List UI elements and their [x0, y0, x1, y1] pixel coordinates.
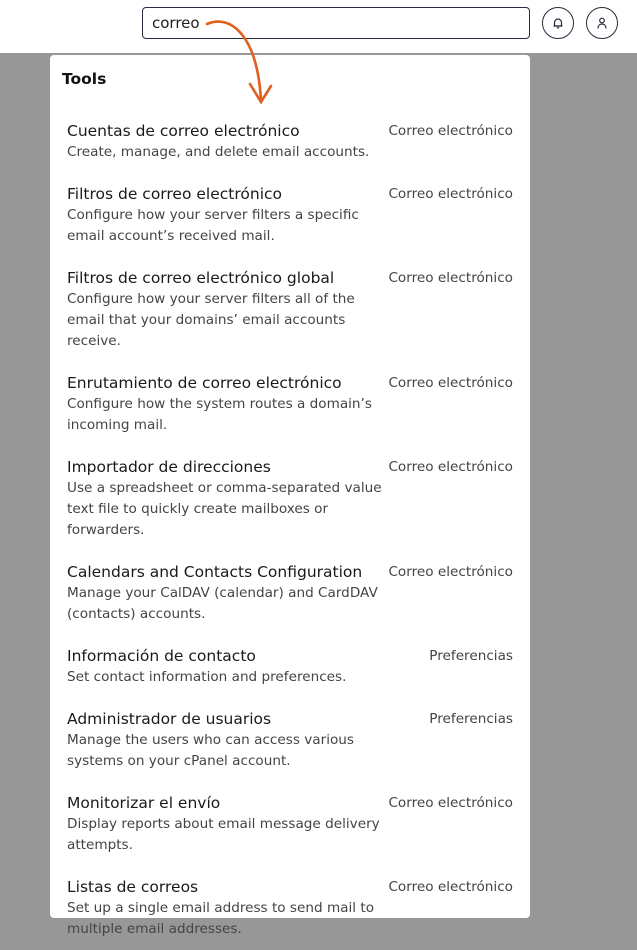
result-category: Correo electrónico — [388, 123, 513, 139]
result-title: Filtros de correo electrónico global — [67, 269, 335, 287]
result-item[interactable] — [62, 708, 513, 772]
result-item[interactable] — [62, 876, 513, 940]
section-title: Tools — [62, 70, 107, 88]
result-description: Display reports about email message delivery attempts. — [67, 816, 380, 853]
result-item[interactable] — [62, 372, 513, 436]
bell-icon — [551, 16, 565, 30]
result-item[interactable] — [62, 183, 513, 247]
result-title: Monitorizar el envío — [67, 794, 221, 812]
result-description: Configure how the system routes a domain’s incoming mail. — [67, 396, 372, 433]
result-description: Configure how your server filters a specific email account’s received mail. — [67, 207, 359, 244]
result-item[interactable] — [62, 267, 513, 352]
notifications-button[interactable] — [542, 7, 574, 39]
result-category: Correo electrónico — [388, 375, 513, 391]
result-description: Set up a single email address to send mail to multiple email addresses. — [67, 900, 375, 937]
result-description: Use a spreadsheet or comma-separated value text file to quickly create mailboxes or forwarders. — [67, 480, 382, 538]
result-title: Administrador de usuarios — [67, 710, 272, 728]
result-title: Información de contacto — [67, 647, 256, 665]
result-item[interactable] — [62, 792, 513, 856]
result-title: Importador de direcciones — [67, 458, 271, 476]
result-item[interactable] — [62, 120, 513, 163]
result-category: Correo electrónico — [388, 270, 513, 286]
result-description: Set contact information and preferences. — [67, 669, 347, 685]
result-title: Enrutamiento de correo electrónico — [67, 374, 342, 392]
result-title: Cuentas de correo electrónico — [67, 122, 300, 140]
search-results-dropdown — [50, 55, 530, 937]
search-box[interactable] — [142, 7, 530, 39]
top-header — [0, 0, 637, 53]
account-button[interactable] — [586, 7, 618, 39]
result-category: Correo electrónico — [388, 795, 513, 811]
result-category: Correo electrónico — [388, 186, 513, 202]
search-input[interactable] — [152, 8, 529, 38]
result-title: Calendars and Contacts Configuration — [67, 563, 363, 581]
result-category: Correo electrónico — [388, 564, 513, 580]
result-item[interactable] — [62, 561, 513, 625]
result-category: Preferencias — [429, 711, 513, 727]
result-item[interactable] — [62, 645, 513, 688]
user-icon — [595, 16, 609, 30]
result-category: Correo electrónico — [388, 459, 513, 475]
result-description: Configure how your server filters all of the email that your domains’ email accounts receive. — [67, 291, 355, 349]
result-description: Manage the users who can access various systems on your cPanel account. — [67, 732, 354, 769]
result-description: Manage your CalDAV (calendar) and CardDAV (contacts) accounts. — [67, 585, 378, 622]
result-category: Preferencias — [429, 648, 513, 664]
result-description: Create, manage, and delete email accounts. — [67, 144, 370, 160]
result-item[interactable] — [62, 456, 513, 541]
result-title: Filtros de correo electrónico — [67, 185, 283, 203]
result-title: Listas de correos — [67, 878, 199, 896]
result-category: Correo electrónico — [388, 879, 513, 895]
